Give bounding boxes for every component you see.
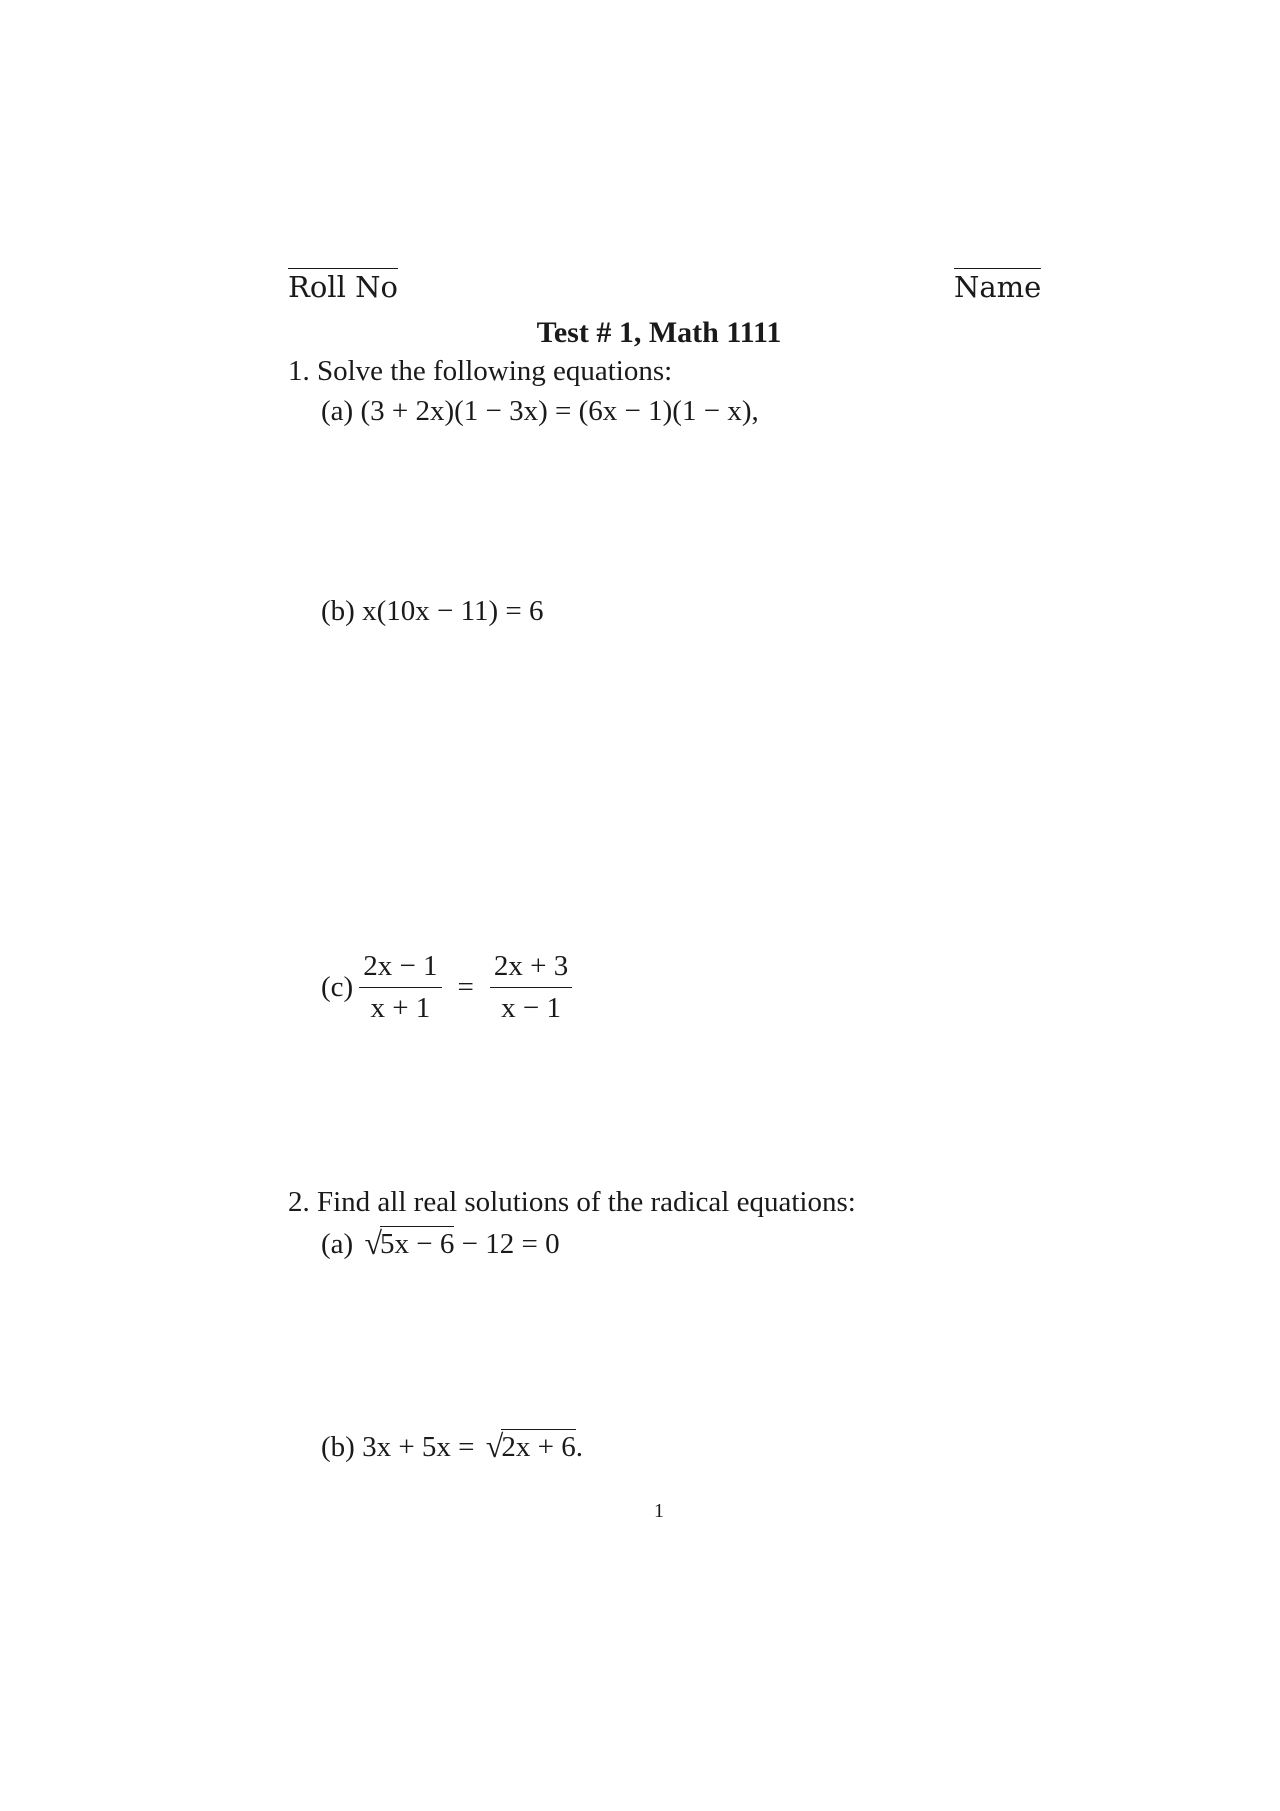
question-2b: [321, 1428, 583, 1465]
radicand: 5x − 6: [380, 1228, 455, 1260]
square-root: [486, 1428, 576, 1465]
question-2b-lhs: 3x + 5x =: [362, 1431, 475, 1463]
question-1b-expression: x(10x − 11) = 6: [362, 595, 544, 627]
question-1-prompt: 1. Solve the following equations:: [288, 355, 673, 387]
question-1a-label: (a): [321, 395, 354, 427]
fraction-denominator: x − 1: [501, 992, 562, 1025]
radical-sign-icon: √: [364, 1225, 382, 1261]
fraction-bar: [490, 987, 572, 988]
question-2a: [321, 1225, 560, 1262]
page-number: 1: [654, 1500, 664, 1522]
radicand: 2x + 6: [501, 1431, 576, 1463]
question-2b-period: .: [575, 1431, 583, 1463]
fraction-numerator: 2x − 1: [363, 950, 438, 982]
question-2a-label: (a): [321, 1228, 354, 1260]
question-1c-right-fraction: [490, 950, 572, 1026]
square-root: [364, 1225, 454, 1262]
test-title: Test # 1, Math 1111: [536, 316, 782, 349]
question-2b-label: (b): [321, 1431, 355, 1463]
question-1b-label: (b): [321, 595, 355, 627]
roll-no-field: [288, 268, 398, 302]
question-2a-rest: − 12 = 0: [461, 1228, 560, 1260]
question-1a: [321, 395, 759, 428]
fraction-bar: [359, 987, 441, 988]
radical-sign-icon: √: [485, 1428, 504, 1464]
fraction-numerator: 2x + 3: [493, 950, 569, 982]
name-field: [954, 268, 1041, 302]
question-1a-rhs: (6x − 1)(1 − x),: [578, 395, 759, 427]
roll-no-label: Roll No: [288, 270, 398, 304]
question-1c: [321, 950, 578, 1026]
fraction-denominator: x + 1: [370, 992, 431, 1025]
question-2-prompt: 2. Find all real solutions of the radical equations:: [288, 1186, 856, 1218]
question-1b: [321, 595, 544, 628]
question-1a-lhs: (3 + 2x)(1 − 3x): [360, 395, 548, 427]
question-1c-equals: =: [457, 971, 474, 1004]
question-1c-left-fraction: [359, 950, 441, 1026]
question-1a-equals: =: [555, 395, 572, 427]
question-1c-label: (c): [321, 971, 354, 1004]
name-label: Name: [954, 270, 1042, 304]
